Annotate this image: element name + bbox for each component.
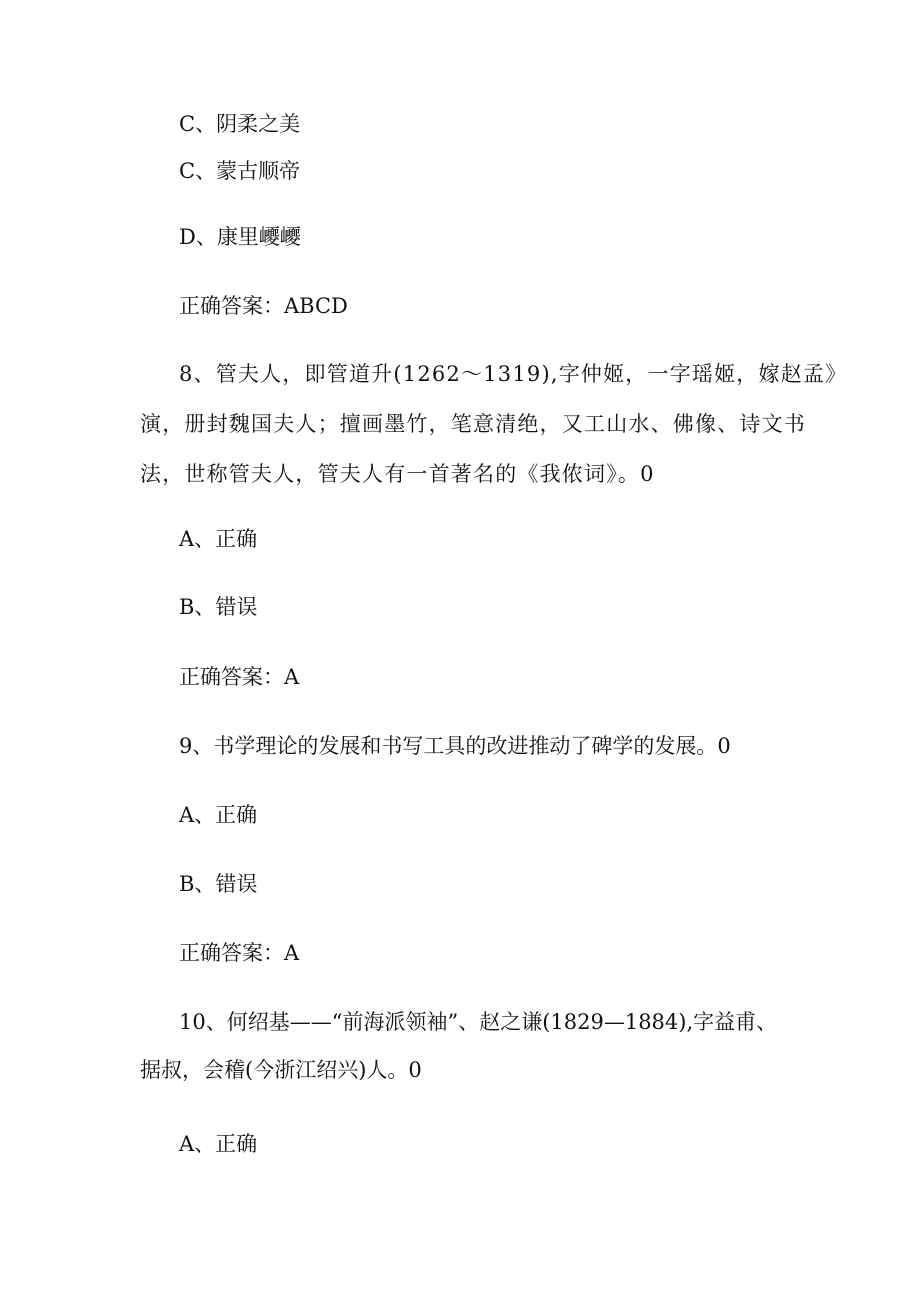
q8-line-3: 法，世称管夫人，管夫人有一首著名的《我侬词》。0: [140, 462, 655, 486]
option-d-kangli: D、康里巎巎: [179, 225, 301, 249]
q9-option-a: A、正确: [179, 803, 258, 827]
q8-line-1: 8、管夫人，即管道升(1262～1319),字仲姬，一字瑶姬，嫁赵孟》: [179, 362, 848, 386]
q8-option-a: A、正确: [179, 527, 258, 551]
q9-option-b: B、错误: [179, 872, 258, 896]
q8-answer: 正确答案：A: [179, 665, 300, 689]
q10-line-1: 10、何绍基——“前海派领袖”、赵之谦(1829—1884),字益甫、: [179, 1010, 778, 1034]
answer-prev: 正确答案：ABCD: [179, 294, 348, 318]
q9-text: 9、书学理论的发展和书写工具的改进推动了碑学的发展。0: [179, 734, 731, 758]
q8-option-b: B、错误: [179, 595, 258, 619]
q9-answer: 正确答案：A: [179, 941, 300, 965]
q10-line-2: 据叔，会稽(今浙江绍兴)人。0: [140, 1058, 422, 1082]
option-c-yinrou: C、阴柔之美: [179, 112, 301, 136]
q10-option-a: A、正确: [179, 1132, 258, 1156]
q8-line-2: 演，册封魏国夫人；擅画墨竹，笔意清绝，又工山水、佛像、诗文书: [140, 412, 806, 436]
option-c-mongol: C、蒙古顺帝: [179, 159, 301, 183]
